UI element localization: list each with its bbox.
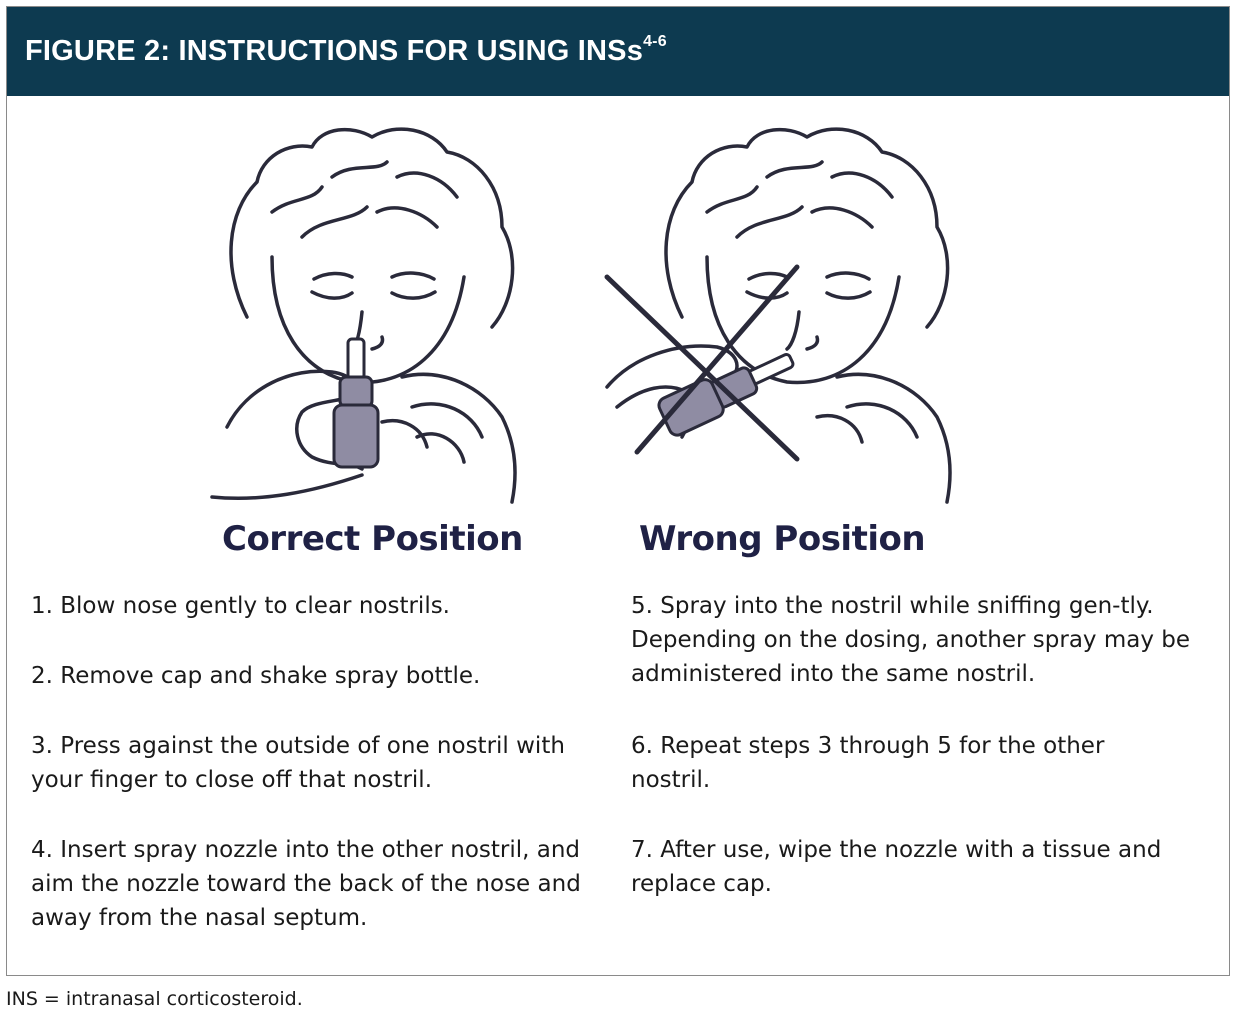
correct-position-caption: Correct Position [222, 519, 523, 559]
correct-face-drawing [202, 117, 542, 512]
step-4: 4. Insert spray nozzle into the other nostril, and aim the nozzle toward the back of the nose and away from the nasal septum. [31, 837, 581, 931]
hair-outline [231, 129, 513, 327]
figure-header [7, 7, 1229, 96]
correct-position-illustration [202, 117, 542, 512]
wrong-position-caption: Wrong Position [639, 519, 926, 559]
right-hand [382, 374, 515, 502]
right-hand [817, 374, 950, 502]
right-eye [827, 292, 870, 298]
hair-strands [272, 162, 457, 237]
footnote: INS = intranasal corticosteroid. [6, 988, 303, 1010]
hair-strands [707, 162, 892, 237]
step-1: 1. Blow nose gently to clear nostrils. [31, 593, 450, 619]
wrong-face-drawing [587, 117, 977, 512]
figure-title-main: FIGURE 2: INSTRUCTIONS FOR USING INSs [25, 35, 644, 67]
left-eye [747, 292, 787, 298]
left-eye [312, 292, 352, 298]
nose [787, 312, 818, 349]
figure-title-superscript: 4-6 [643, 33, 667, 51]
step-7: 7. After use, wipe the nozzle with a tissue and replace cap. [631, 837, 1162, 897]
figure-frame [6, 6, 1230, 976]
step-2: 2. Remove cap and shake spray bottle. [31, 663, 481, 689]
figure-title [25, 35, 667, 68]
hair-outline [666, 129, 948, 327]
step-3: 3. Press against the outside of one nostril with your finger to close off that nostril. [31, 733, 565, 793]
spray-bottle [334, 339, 378, 467]
step-6: 6. Repeat steps 3 through 5 for the other nostril. [631, 733, 1105, 793]
wrong-position-illustration [587, 117, 977, 512]
step-5: 5. Spray into the nostril while sniffing gen-tly. Depending on the dosing, another spray may be administered into the same nostril. [631, 593, 1191, 687]
face-outline [272, 257, 464, 382]
right-eye [392, 292, 435, 298]
